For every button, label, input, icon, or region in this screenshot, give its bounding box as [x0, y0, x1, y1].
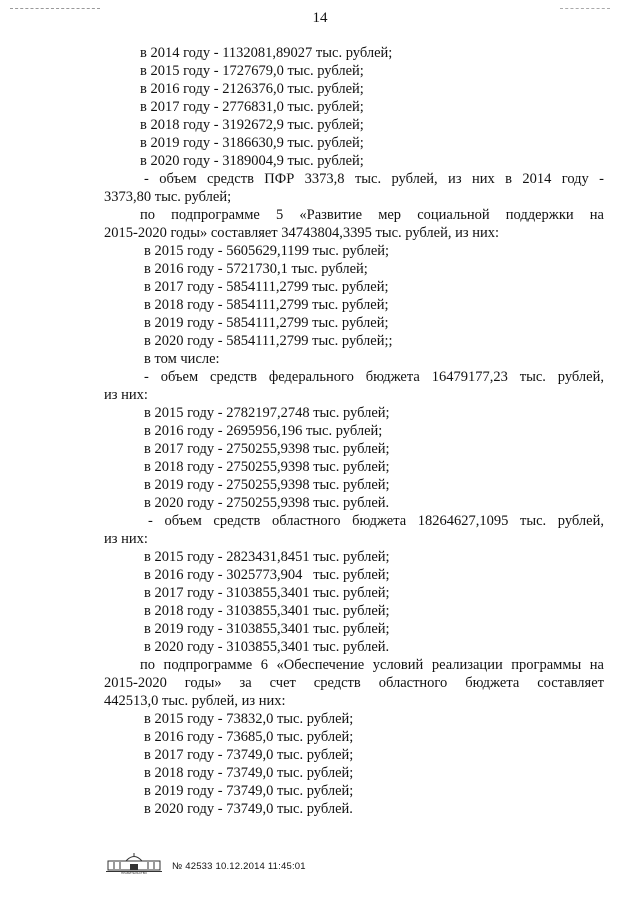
subprogram-6-heading-cont: 2015-2020 годы» за счет средств областного бюджета составляет	[104, 675, 604, 691]
registration-footer	[104, 852, 306, 874]
page-number: 14	[312, 10, 328, 26]
year-line: в 2018 году - 3192672,9 тыс. рублей;	[140, 117, 364, 133]
year-line: в 2016 году - 2695956,196 тыс. рублей;	[144, 423, 383, 439]
year-line: в 2014 году - 1132081,89027 тыс. рублей;	[140, 45, 393, 61]
year-line: в 2018 году - 5854111,2799 тыс. рублей;	[144, 297, 389, 313]
pfr-funds-line: - объем средств ПФР 3373,8 тыс. рублей, из них в 2014 году -	[144, 171, 604, 187]
subprogram-6-heading-cont: 442513,0 тыс. рублей, из них:	[104, 693, 286, 709]
year-line: в 2019 году - 5854111,2799 тыс. рублей;	[144, 315, 389, 331]
year-line: в 2020 году - 3189004,9 тыс. рублей;	[140, 153, 364, 169]
federal-budget-line: - объем средств федерального бюджета 16479177,23 тыс. рублей,	[144, 369, 604, 385]
year-line: в 2015 году - 73832,0 тыс. рублей;	[144, 711, 354, 727]
year-line: в 2020 году - 5854111,2799 тыс. рублей;;	[144, 333, 393, 349]
year-line: в 2017 году - 3103855,3401 тыс. рублей;	[144, 585, 390, 601]
year-line: в 2019 году - 73749,0 тыс. рублей;	[144, 783, 354, 799]
year-line: в 2019 году - 3103855,3401 тыс. рублей;	[144, 621, 390, 637]
year-line: в 2015 году - 2782197,2748 тыс. рублей;	[144, 405, 390, 421]
year-line: в 2017 году - 2750255,9398 тыс. рублей;	[144, 441, 390, 457]
year-line: в 2017 году - 5854111,2799 тыс. рублей;	[144, 279, 389, 295]
regional-budget-line-cont: из них:	[104, 531, 148, 547]
year-line: в 2015 году - 5605629,1199 тыс. рублей;	[144, 243, 390, 259]
year-line: в 2016 году - 2126376,0 тыс. рублей;	[140, 81, 364, 97]
year-line: в 2018 году - 2750255,9398 тыс. рублей;	[144, 459, 390, 475]
year-line: в 2020 году - 3103855,3401 тыс. рублей.	[144, 639, 390, 655]
regional-budget-line: - объем средств областного бюджета 18264627,1095 тыс. рублей,	[148, 513, 604, 529]
government-building-logo-icon	[104, 852, 164, 874]
subprogram-6-heading: по подпрограмме 6 «Обеспечение условий реализации программы на	[140, 657, 604, 673]
year-line: в 2017 году - 73749,0 тыс. рублей;	[144, 747, 354, 763]
subprogram-5-heading: по подпрограмме 5 «Развитие мер социальной поддержки на	[140, 207, 604, 223]
year-line: в 2016 году - 5721730,1 тыс. рублей;	[144, 261, 368, 277]
federal-budget-line-cont: из них:	[104, 387, 148, 403]
year-line: в 2020 году - 73749,0 тыс. рублей.	[144, 801, 353, 817]
pfr-funds-line-cont: 3373,80 тыс. рублей;	[104, 189, 232, 205]
year-line: в 2018 году - 73749,0 тыс. рублей;	[144, 765, 354, 781]
registration-stamp: № 42533 10.12.2014 11:45:01	[172, 861, 306, 872]
svg-text:ПРАВИТЕЛЬСТВО: ПРАВИТЕЛЬСТВО	[121, 871, 147, 874]
year-line: в 2017 году - 2776831,0 тыс. рублей;	[140, 99, 364, 115]
year-line: в 2016 году - 73685,0 тыс. рублей;	[144, 729, 354, 745]
subprogram-5-heading-cont: 2015-2020 годы» составляет 34743804,3395 тыс. рублей, из них:	[104, 225, 499, 241]
year-line: в 2016 году - 3025773,904 тыс. рублей;	[144, 567, 390, 583]
year-line: в 2015 году - 2823431,8451 тыс. рублей;	[144, 549, 390, 565]
year-line: в 2018 году - 3103855,3401 тыс. рублей;	[144, 603, 390, 619]
in-total-label: в том числе:	[144, 351, 220, 367]
year-line: в 2019 году - 3186630,9 тыс. рублей;	[140, 135, 364, 151]
year-line: в 2015 году - 1727679,0 тыс. рублей;	[140, 63, 364, 79]
year-line: в 2020 году - 2750255,9398 тыс. рублей.	[144, 495, 390, 511]
year-line: в 2019 году - 2750255,9398 тыс. рублей;	[144, 477, 390, 493]
